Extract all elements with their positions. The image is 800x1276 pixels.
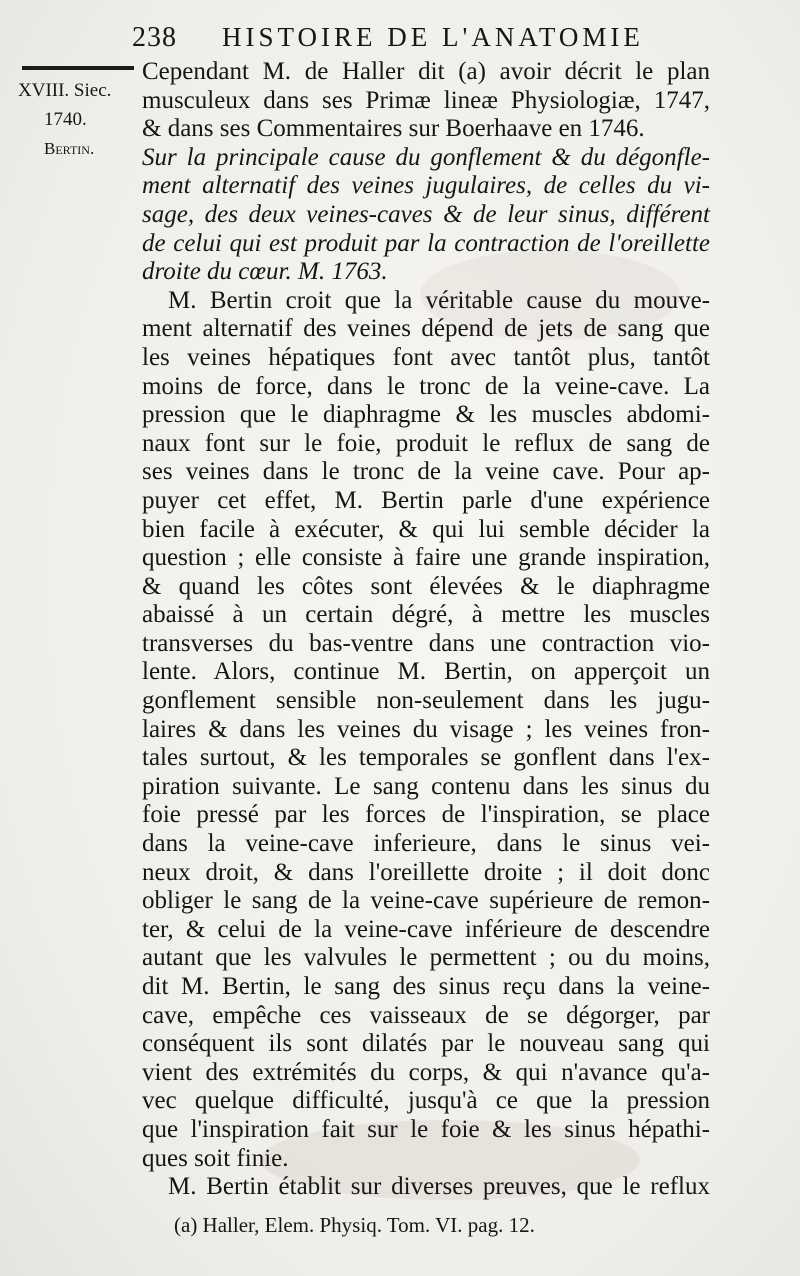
- text-line: droite du cœur. M. 1763.: [142, 258, 388, 286]
- text-line: musculeux dans ses Primæ lineæ Physiologiæ, 1747,: [142, 86, 710, 114]
- text-line: transverses du bas-ventre dans une contraction vio-: [142, 629, 710, 657]
- text-line: naux font sur le foie, produit le reflux de sang de: [142, 429, 710, 457]
- text-line: vec quelque difficulté, jusqu'à ce que la pression: [142, 1087, 710, 1115]
- text-line: que l'inspiration fait sur le foie & les sinus hépathi-: [142, 1115, 710, 1143]
- text-line: M. Bertin établit sur diverses preuves, que le reflux: [168, 1173, 710, 1201]
- text-line: de celui qui est produit par la contraction de l'oreillette: [142, 229, 710, 257]
- margin-year: 1740.: [44, 109, 87, 130]
- text-line: gonflement sensible non-seulement dans les jugu-: [142, 687, 710, 715]
- text-line: laires & dans les veines du visage ; les veines fron-: [142, 715, 710, 743]
- text-line: piration suivante. Le sang contenu dans les sinus du: [142, 772, 710, 800]
- text-line: Cependant M. de Haller dit (a) avoir décrit le plan: [142, 58, 710, 85]
- text-line: lente. Alors, continue M. Bertin, on apperçoit un: [142, 658, 710, 686]
- footnote: (a) Haller, Elem. Physiq. Tom. VI. pag. 12.: [174, 1213, 535, 1237]
- text-line: conséquent ils sont dilatés par le nouveau sang qui: [142, 1030, 710, 1058]
- text-line: & quand les côtes sont élevées & le diaphragme: [142, 572, 710, 600]
- text-line: sage, des deux veines-caves & de leur sinus, différent: [142, 200, 710, 228]
- text-line: autant que les valvules le permettent ; ou du moins,: [142, 944, 710, 972]
- margin-author: Bertin.: [44, 139, 95, 158]
- text-line: ques soit finie.: [142, 1144, 289, 1172]
- margin-notes: [16, 66, 134, 163]
- text-line: Sur la principale cause du gonflement & du dégonfle-: [142, 143, 710, 171]
- text-line: pression que le diaphragme & les muscles abdomi-: [142, 401, 710, 429]
- text-line: dans la veine-cave inferieure, dans le sinus vei-: [142, 830, 710, 858]
- text-line: & dans ses Commentaires sur Boerhaave en 1746.: [142, 115, 645, 143]
- text-line: ment alternatif des veines dépend de jets de sang que: [142, 315, 710, 343]
- body-text: [142, 58, 710, 1202]
- text-line: obliger le sang de la veine-cave supérieure de remon-: [142, 887, 710, 915]
- text-line: abaissé à un certain dégré, à mettre les muscles: [142, 601, 710, 629]
- text-line: ment alternatif des veines jugulaires, de celles du vi-: [142, 172, 710, 200]
- text-line: ter, & celui de la veine-cave inférieure de descendre: [142, 915, 710, 943]
- text-line: bien facile à exécuter, & qui lui semble décider la: [142, 515, 710, 543]
- text-line: moins de force, dans le tronc de la veine-cave. La: [142, 372, 710, 400]
- text-line: tales surtout, & les temporales se gonflent dans l'ex-: [142, 744, 710, 772]
- text-line: cave, empêche ces vaisseaux de se dégorger, par: [142, 1001, 710, 1029]
- text-line: dit M. Bertin, le sang des sinus reçu dans la veine-: [142, 973, 710, 1000]
- text-line: vient des extrémités du corps, & qui n'avance qu'a-: [142, 1058, 710, 1086]
- page-number: 238: [132, 22, 177, 53]
- text-line: question ; elle consiste à faire une grande inspiration,: [142, 544, 710, 572]
- running-head: HISTOIRE DE L'ANATOMIE: [222, 22, 644, 52]
- margin-century: XVIII. Siec.: [18, 80, 112, 101]
- text-line: foie pressé par les forces de l'inspiration, se place: [142, 801, 710, 829]
- text-line: ses veines dans le tronc de la veine cave. Pour ap-: [142, 458, 710, 486]
- text-line: puyer cet effet, M. Bertin parle d'une expérience: [142, 486, 710, 514]
- text-line: M. Bertin croit que la véritable cause du mouve-: [168, 286, 710, 314]
- page-header: [132, 22, 732, 62]
- margin-rule: [22, 66, 134, 70]
- text-line: neux droit, & dans l'oreillette droite ; il doit donc: [142, 858, 710, 886]
- text-line: les veines hépatiques font avec tantôt plus, tantôt: [142, 343, 710, 371]
